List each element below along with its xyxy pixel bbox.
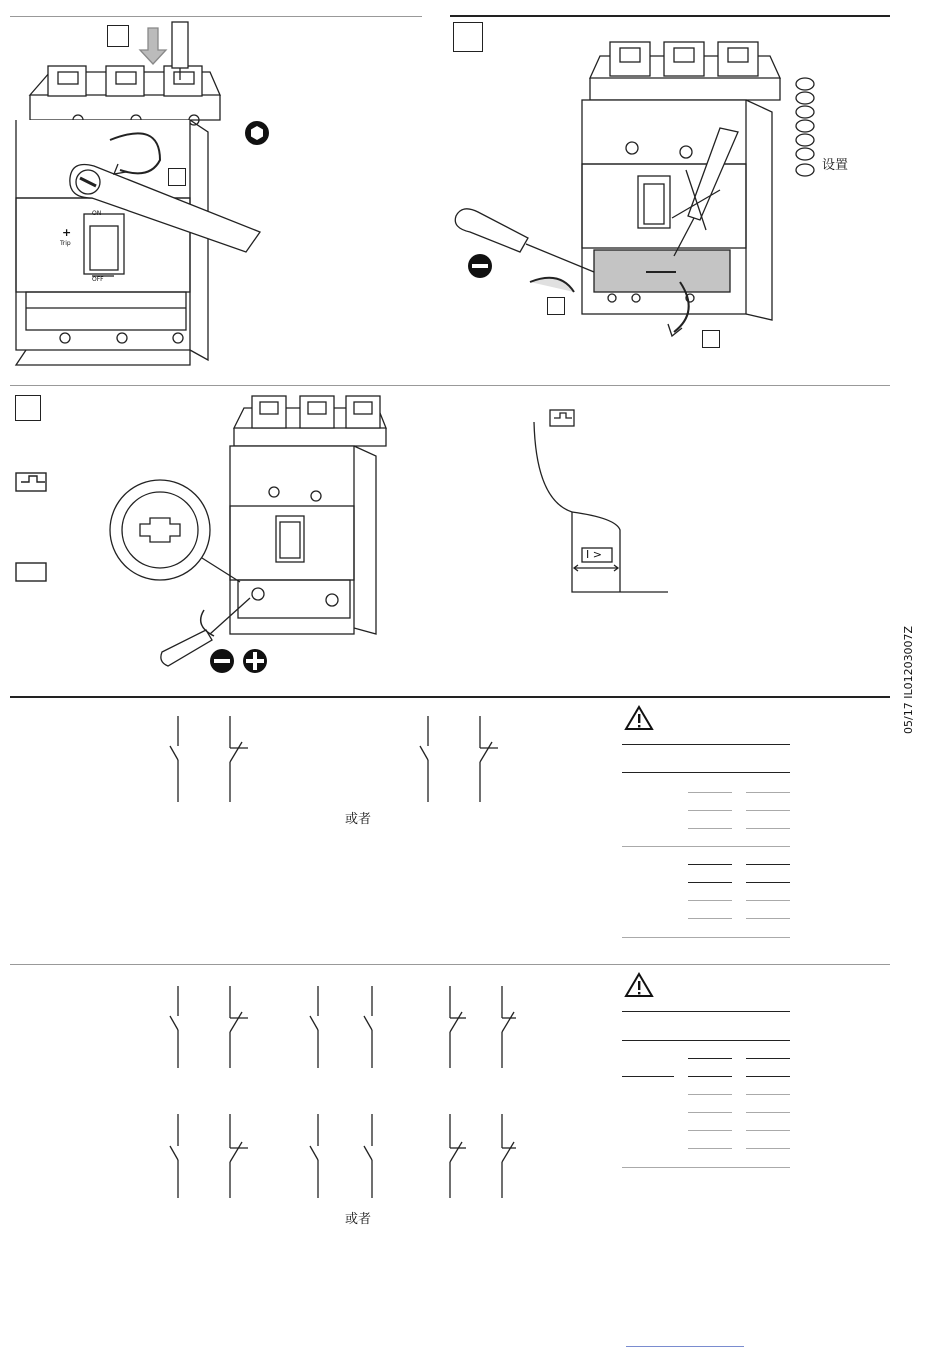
table1-line <box>746 918 790 919</box>
flat-screwdriver-icon-2 <box>209 648 235 674</box>
trip-curve-diagram <box>520 400 680 600</box>
mid-rule-2 <box>10 696 890 698</box>
table1-line <box>688 792 732 793</box>
table2-line <box>688 1112 732 1113</box>
off-label: OFF <box>92 276 104 283</box>
or-label-2: 或者 <box>345 1212 372 1227</box>
contact-diagram-set-1 <box>170 712 530 812</box>
table1-line <box>622 772 790 773</box>
flat-screwdriver-icon <box>467 253 493 279</box>
warning-triangle-icon <box>624 705 654 731</box>
trip-symbol-icon <box>15 470 49 494</box>
table2-line <box>746 1076 790 1077</box>
table2-line <box>688 1148 732 1149</box>
table1-line <box>746 792 790 793</box>
top-rule-right <box>450 15 890 17</box>
on-label: ON <box>92 210 102 217</box>
table2-line <box>688 1130 732 1131</box>
table1-line <box>746 864 790 865</box>
table2-line <box>746 1058 790 1059</box>
table2-line <box>688 1076 732 1077</box>
table2-line <box>688 1058 732 1059</box>
table1-line <box>746 810 790 811</box>
table1-line <box>688 828 732 829</box>
table2-line <box>746 1112 790 1113</box>
table2-line <box>746 1148 790 1149</box>
plus-label: + <box>62 226 72 239</box>
step-marker-1b <box>168 168 186 186</box>
table2-line <box>746 1094 790 1095</box>
step-marker-3 <box>15 395 41 421</box>
table2-line <box>688 1094 732 1095</box>
step-marker-1a <box>107 25 129 47</box>
table2-line <box>622 1040 790 1041</box>
mid-rule-1 <box>10 385 890 386</box>
illustration-breaker-wrench <box>10 20 430 380</box>
setting-label: 设置 <box>822 158 849 173</box>
table2-line <box>622 1011 790 1012</box>
table1-line <box>688 900 732 901</box>
warning-triangle-icon-2 <box>624 972 654 998</box>
document-code: 05/17 IL01203007Z <box>902 625 915 734</box>
contact-diagram-set-2 <box>160 982 540 1212</box>
phillips-screwdriver-icon <box>242 648 268 674</box>
table1-line <box>746 900 790 901</box>
table1-line <box>622 937 790 938</box>
table1-line <box>688 810 732 811</box>
top-rule-left <box>10 16 422 17</box>
illustration-breaker-dial <box>108 390 408 680</box>
table1-line <box>688 864 732 865</box>
table1-line <box>688 918 732 919</box>
table2-line <box>622 1076 674 1077</box>
table1-line <box>622 744 790 745</box>
footer-link-line <box>626 1346 744 1347</box>
mid-rule-3 <box>10 964 890 965</box>
table1-line <box>746 828 790 829</box>
hex-socket-icon <box>244 120 270 146</box>
table1-line <box>688 882 732 883</box>
step-marker-2b <box>702 330 720 348</box>
table2-line <box>622 1167 790 1168</box>
table1-line <box>746 882 790 883</box>
illustration-breaker-cover <box>450 20 850 350</box>
table2-line <box>746 1130 790 1131</box>
trip-label: Trip <box>60 240 71 247</box>
curve-label: I > <box>586 548 602 561</box>
rect-symbol-icon <box>15 560 49 584</box>
step-marker-2a <box>547 297 565 315</box>
table1-line <box>622 846 790 847</box>
or-label-1: 或者 <box>345 812 372 827</box>
